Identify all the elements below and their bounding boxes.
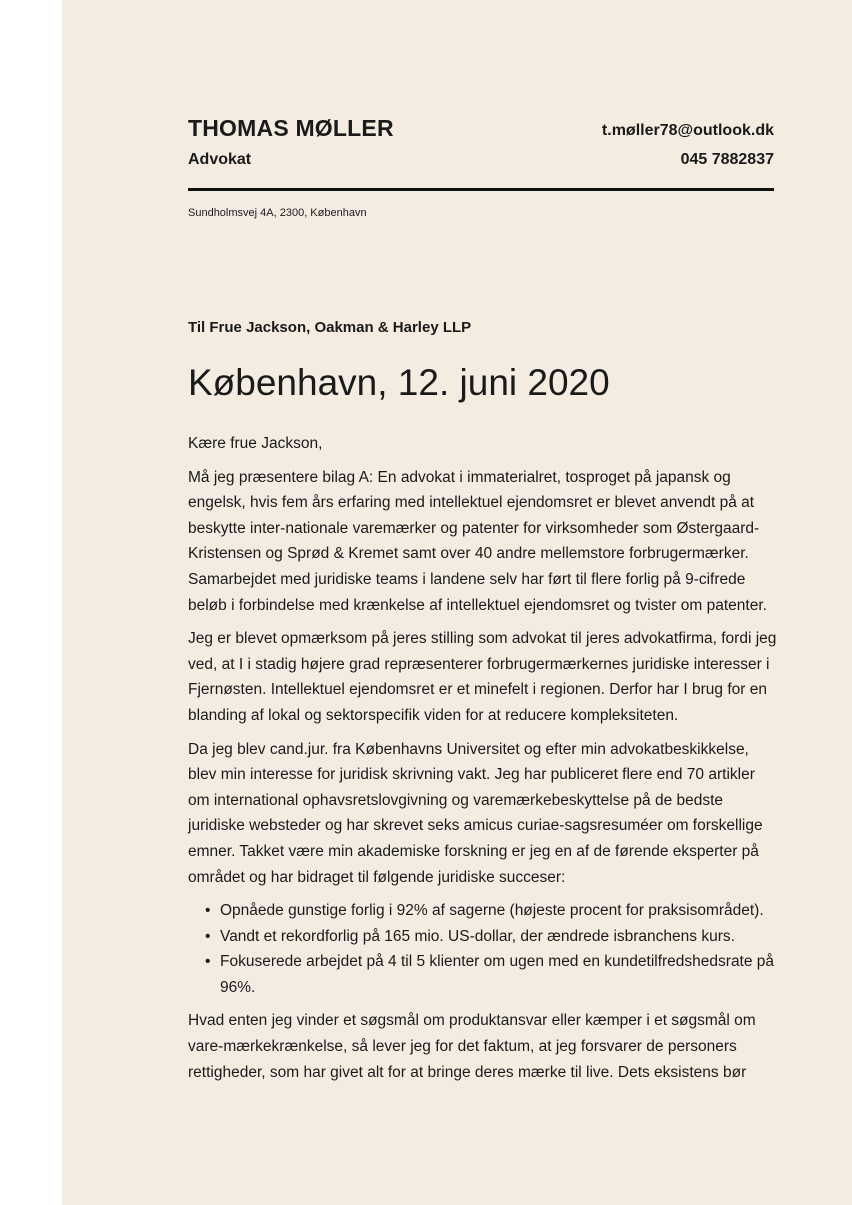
paragraph-background: Da jeg blev cand.jur. fra Københavns Universitet og efter min advokatbeskikkelse, blev min interesse for juridisk skrivning vakt. Jeg har publiceret flere end 70 artikler om international ophavsretslovgivning og varemærkebeskyttelse på de bedste juridiske websteder og har skrevet seks amicus curiae-sagsresuméer om forskellige emner. Takket være min akademiske forskning er jeg en af de førende eksperter på området og har bidraget til følgende juridiske succeser: (188, 740, 763, 886)
letter-body (188, 431, 778, 1093)
paragraph-intro: Må jeg præsentere bilag A: En advokat i immaterialret, tosproget på japansk og engelsk, hvis fem års erfaring med intellektuel ejendomsret er blevet anvendt på at beskytte inter-nationale varemærker og patenter for virksomheder som Østergaard-Kristensen og Sprød & Kremet samt over 40 andre mellemstore forbrugermærker. Samarbejdet med juridiske teams i landene selv har ført til flere forlig på 9-cifrede beløb i forbindelse med krænkelse af intellektuel ejendomsret og tvister om patenter. (188, 468, 767, 614)
sender-name: THOMAS MØLLER (188, 115, 394, 141)
list-item (205, 898, 778, 924)
bullet-icon: • (205, 953, 211, 971)
sender-title: Advokat (188, 151, 252, 168)
paragraph-closing: Hvad enten jeg vinder et søgsmål om produktansvar eller kæmper i et søgsmål om vare-mærkekrænkelse, så lever jeg for det faktum, at jeg forsvarer de personers rettigheder, som har givet alt for at bringe deres mærke til live. Dets eksistens bør (188, 1012, 756, 1081)
bullet-icon: • (205, 902, 211, 920)
list-item (205, 949, 778, 1000)
list-item (205, 924, 778, 950)
recipient-line: Til Frue Jackson, Oakman & Harley LLP (188, 319, 472, 336)
place-date-heading: København, 12. juni 2020 (188, 362, 610, 403)
bullet-icon: • (205, 927, 211, 945)
salutation: Kære frue Jackson, (188, 435, 323, 452)
list-item-text: Opnåede gunstige forlig i 92% af sagerne (højeste procent for praksisområdet). (220, 902, 764, 920)
list-item-text: Fokuserede arbejdet på 4 til 5 klienter om ugen med en kundetilfredshedsrate på 96%. (220, 953, 775, 996)
letter-page (62, 0, 852, 1205)
sender-email[interactable]: t.møller78@outlook.dk (601, 122, 774, 139)
sender-phone[interactable]: 045 7882837 (680, 151, 774, 168)
header-divider (188, 188, 774, 191)
sender-address: Sundholmsvej 4A, 2300, København (188, 207, 367, 219)
list-item-text: Vandt et rekordforlig på 165 mio. US-dollar, der ændrede isbranchens kurs. (220, 927, 735, 945)
paragraph-motivation: Jeg er blevet opmærksom på jeres stilling som advokat til jeres advokatfirma, fordi jeg ved, at I i stadig højere grad repræsenterer forbrugermærkernes juridiske interesser i Fjernøsten. Intellektuel ejendomsret er et minefelt i regionen. Derfor har I brug for en blanding af lokal og sektorspecifik viden for at reducere kompleksiteten. (188, 630, 777, 724)
achievements-list (188, 898, 778, 1000)
